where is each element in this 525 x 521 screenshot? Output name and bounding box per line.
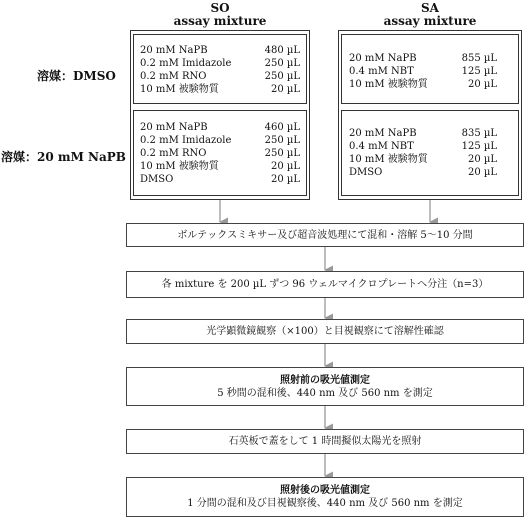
reagent-name: 0.4 mM NBT: [349, 66, 414, 77]
sa-header-subtitle: assay mixture: [383, 14, 477, 28]
step-text: 各 mixture を 200 µL ずつ 96 ウェルマイクロプレートへ分注（n=3）: [161, 279, 489, 290]
step-text: 光学顕微鏡観察（×100）と目視観察にて溶解性確認: [206, 326, 444, 337]
step-title: 照射後の吸光値測定: [280, 485, 370, 496]
reagent-volume: 250 µL: [264, 71, 300, 82]
reagent-name: 20 mM NaPB: [140, 45, 208, 56]
step-text: 1 分間の混和及び目視観察後、440 nm 及び 560 nm を測定: [187, 498, 463, 509]
step-irradiation: [126, 429, 524, 454]
reagent-volume: 20 µL: [270, 174, 300, 185]
solvent-label-dmso: 溶媒：DMSO: [37, 69, 116, 83]
reagent-name: 10 mM 被験物質: [349, 154, 428, 165]
so-header-subtitle: assay mixture: [173, 14, 267, 28]
step-post-irradiation-measure: [126, 477, 524, 517]
reagent-name: 0.2 mM RNO: [140, 148, 207, 159]
reagent-volume: 20 µL: [467, 79, 497, 90]
reagent-volume: 250 µL: [264, 135, 300, 146]
solvent-label-napb: 溶媒：20 mM NaPB: [1, 150, 126, 164]
step-text: 石英板で蓋をして 1 時間擬似太陽光を照射: [228, 436, 422, 447]
reagent-volume: 250 µL: [264, 58, 300, 69]
reagent-name: 0.2 mM Imidazole: [140, 58, 232, 69]
reagent-volume: 125 µL: [461, 66, 497, 77]
so-header-title: SO: [210, 1, 230, 15]
reagent-volume: 20 µL: [467, 167, 497, 178]
reagent-name: 10 mM 被験物質: [349, 79, 428, 90]
sa-header-title: SA: [421, 1, 439, 15]
reagent-volume: 835 µL: [461, 128, 497, 139]
reagent-volume: 855 µL: [461, 53, 497, 64]
reagent-volume: 20 µL: [467, 154, 497, 165]
reagent-name: 0.4 mM NBT: [349, 141, 414, 152]
reagent-volume: 20 µL: [270, 84, 300, 95]
reagent-volume: 20 µL: [270, 161, 300, 172]
reagent-name: 10 mM 被験物質: [140, 161, 219, 172]
step-text: 5 秒間の混和後、440 nm 及び 560 nm を測定: [217, 387, 433, 399]
reagent-name: DMSO: [140, 174, 174, 185]
reagent-volume: 460 µL: [264, 122, 300, 133]
reagent-name: 10 mM 被験物質: [140, 84, 219, 95]
step-text: ボルテックスミキサー及び超音波処理にて混和・溶解 5～10 分間: [177, 229, 473, 241]
reagent-volume: 480 µL: [264, 45, 300, 56]
step-pre-irradiation-measure: [126, 367, 524, 406]
reagent-volume: 125 µL: [461, 141, 497, 152]
step-title: 照射前の吸光値測定: [280, 374, 370, 386]
reagent-name: 20 mM NaPB: [349, 128, 417, 139]
step-dispense: [126, 271, 524, 298]
reagent-name: DMSO: [349, 167, 383, 178]
reagent-volume: 250 µL: [264, 148, 300, 159]
step-mix-dissolve: [126, 223, 524, 247]
reagent-name: 20 mM NaPB: [349, 53, 417, 64]
step-solubility-check: [126, 319, 524, 344]
reagent-name: 0.2 mM RNO: [140, 71, 207, 82]
reagent-name: 20 mM NaPB: [140, 122, 208, 133]
reagent-name: 0.2 mM Imidazole: [140, 135, 232, 146]
